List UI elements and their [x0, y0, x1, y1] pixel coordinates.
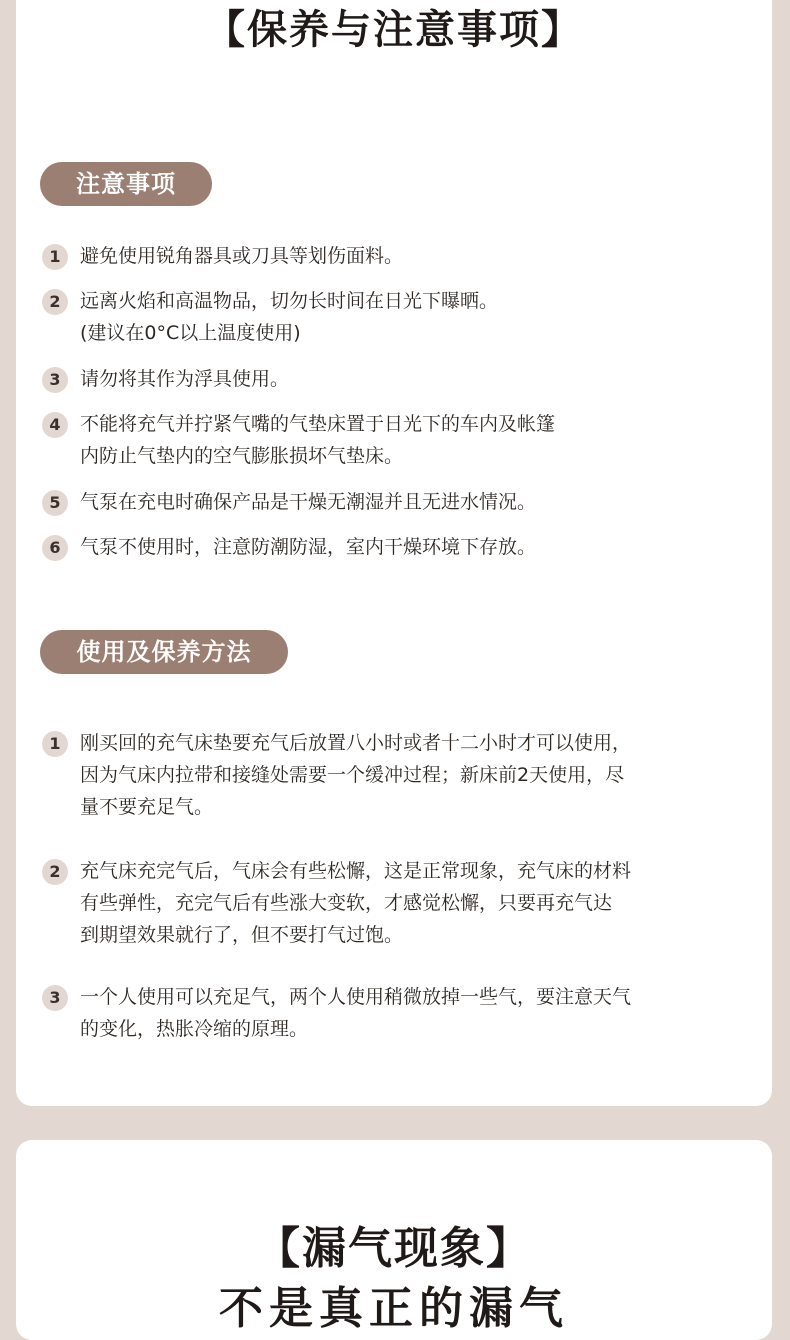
item-number: 6 — [42, 535, 68, 561]
item-number: 2 — [42, 859, 68, 885]
item-number: 1 — [42, 731, 68, 757]
item-text: 不能将充气并拧紧气嘴的气垫床置于日光下的车内及帐篷 内防止气垫内的空气膨胀损坏气垫床。 — [80, 413, 556, 467]
item-number: 1 — [42, 244, 68, 270]
item-text: 气泵不使用时，注意防潮防湿，室内干燥环境下存放。 — [80, 536, 537, 558]
item-text: 一个人使用可以充足气，两个人使用稍微放掉一些气，要注意天气 的变化，热胀冷缩的原理。 — [80, 986, 632, 1040]
section-label-usage: 使用及保养方法 — [40, 630, 288, 674]
item-text: 气泵在充电时确保产品是干燥无潮湿并且无进水情况。 — [80, 491, 537, 513]
item-number: 4 — [42, 412, 68, 438]
item-number: 2 — [42, 289, 68, 315]
care-card — [16, 0, 772, 1106]
item-number: 5 — [42, 490, 68, 516]
leak-title: 【漏气现象】 — [256, 1223, 532, 1274]
item-text: 刚买回的充气床垫要充气后放置八小时或者十二小时才可以使用， 因为气床内拉带和接缝处需要一个缓冲过程；新床前2天使用，尽 量不要充足气。 — [80, 732, 632, 818]
item-text: 远离火焰和高温物品，切勿长时间在日光下曝晒。 (建议在0°C以上温度使用) — [80, 290, 499, 344]
item-number: 3 — [42, 367, 68, 393]
page-title: 【保养与注意事项】 — [205, 7, 583, 53]
section-label-precautions: 注意事项 — [40, 162, 212, 206]
item-text: 充气床充完气后，气床会有些松懈，这是正常现象，充气床的材料 有些弹性，充完气后有些涨大变软，才感觉松懈，只要再充气达 到期望效果就行了，但不要打气过饱。 — [80, 860, 632, 946]
leak-subtitle: 不是真正的漏气 — [219, 1283, 569, 1334]
item-text: 避免使用锐角器具或刀具等划伤面料。 — [80, 245, 404, 267]
leak-card — [16, 1140, 772, 1340]
item-text: 请勿将其作为浮具使用。 — [80, 368, 290, 390]
item-number: 3 — [42, 985, 68, 1011]
